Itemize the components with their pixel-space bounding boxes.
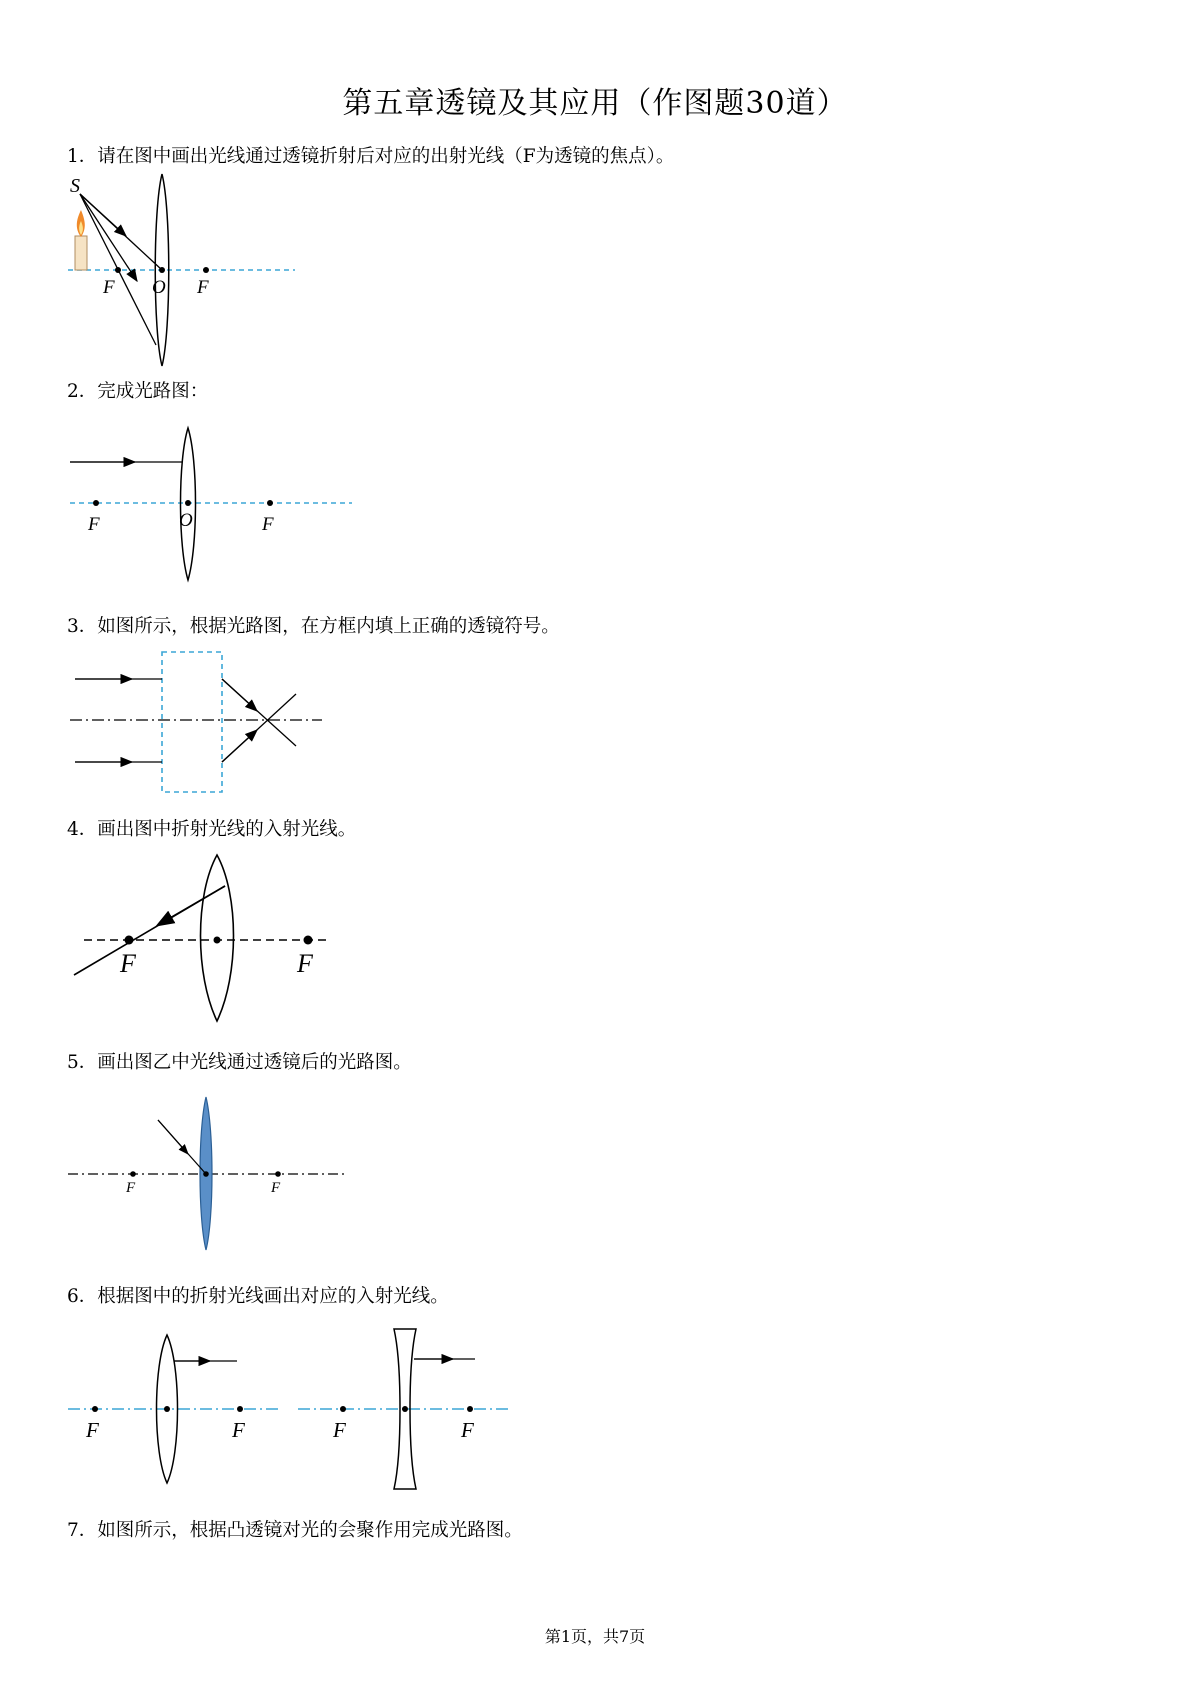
label-focus-right: F: [262, 514, 274, 535]
label-focus-right: F: [271, 1180, 281, 1196]
optical-center-b: [402, 1406, 408, 1412]
label-a-focus-left: F: [86, 1418, 99, 1442]
label-focus-right: F: [197, 277, 209, 298]
label-center: O: [179, 510, 193, 531]
question-text: 请在图中画出光线通过透镜折射后对应的出射光线（F为透镜的焦点）。: [97, 146, 675, 167]
question-number: 6．: [67, 1286, 98, 1307]
focus-point-left: [115, 267, 121, 273]
figure-2-convex-lens-parallel-ray: [60, 420, 360, 590]
question-4: [67, 815, 356, 841]
optical-center: [203, 1171, 209, 1177]
page-footer: 第1页，共7页: [544, 1627, 646, 1646]
question-6: [67, 1282, 449, 1308]
question-text: 根据图中的折射光线画出对应的入射光线。: [97, 1286, 449, 1307]
question-number: 7．: [67, 1520, 98, 1541]
question-number: 3．: [67, 616, 98, 637]
figure-3-lens-box: [60, 650, 340, 800]
focus-point-right: [267, 500, 273, 506]
label-b-focus-right: F: [461, 1418, 474, 1442]
question-5: [67, 1048, 412, 1074]
candle-body: [75, 236, 87, 270]
question-text: 如图所示，根据凸透镜对光的会聚作用完成光路图。: [97, 1520, 523, 1541]
question-text: 如图所示，根据光路图，在方框内填上正确的透镜符号。: [97, 616, 560, 637]
optical-center: [214, 937, 221, 944]
optical-center: [159, 267, 165, 273]
blank-lens-box[interactable]: [162, 652, 222, 792]
label-b-focus-left: F: [333, 1418, 346, 1442]
page-title: 第五章透镜及其应用（作图题30道）: [342, 86, 848, 121]
label-focus-right: F: [297, 949, 313, 978]
question-3: [67, 612, 560, 638]
focus-point-right: [275, 1171, 281, 1177]
focus-point-a-right: [237, 1406, 243, 1412]
focus-point-right: [304, 936, 313, 945]
question-number: 5．: [67, 1052, 98, 1073]
question-text: 画出图乙中光线通过透镜后的光路图。: [97, 1052, 412, 1073]
label-focus-left: F: [120, 949, 136, 978]
question-1: [67, 142, 674, 168]
focus-point-a-left: [92, 1406, 98, 1412]
figure-4-convex-lens-refracted-ray: [60, 855, 340, 1025]
focus-point-b-right: [467, 1406, 473, 1412]
question-7: [67, 1516, 523, 1542]
figure-1-convex-lens-candle: [60, 175, 300, 360]
label-focus-left: F: [88, 514, 100, 535]
focus-point-left: [125, 936, 134, 945]
question-number: 4．: [67, 819, 98, 840]
optical-center: [185, 500, 191, 506]
optical-center-a: [164, 1406, 170, 1412]
focus-point-left: [130, 1171, 136, 1177]
label-source: S: [70, 175, 80, 197]
label-a-focus-right: F: [232, 1418, 245, 1442]
focus-point-left: [93, 500, 99, 506]
figure-6-two-lenses: [60, 1325, 520, 1495]
label-focus-left: F: [103, 277, 115, 298]
question-text: 完成光路图：: [97, 381, 209, 402]
label-focus-left: F: [126, 1180, 136, 1196]
focus-point-b-left: [340, 1406, 346, 1412]
question-text: 画出图中折射光线的入射光线。: [97, 819, 357, 840]
question-number: 2．: [67, 381, 98, 402]
question-2: [67, 377, 208, 403]
label-center: O: [152, 277, 166, 298]
focus-point-right: [203, 267, 209, 273]
question-number: 1．: [67, 146, 98, 167]
figure-5-shaded-convex-lens: [60, 1090, 360, 1260]
